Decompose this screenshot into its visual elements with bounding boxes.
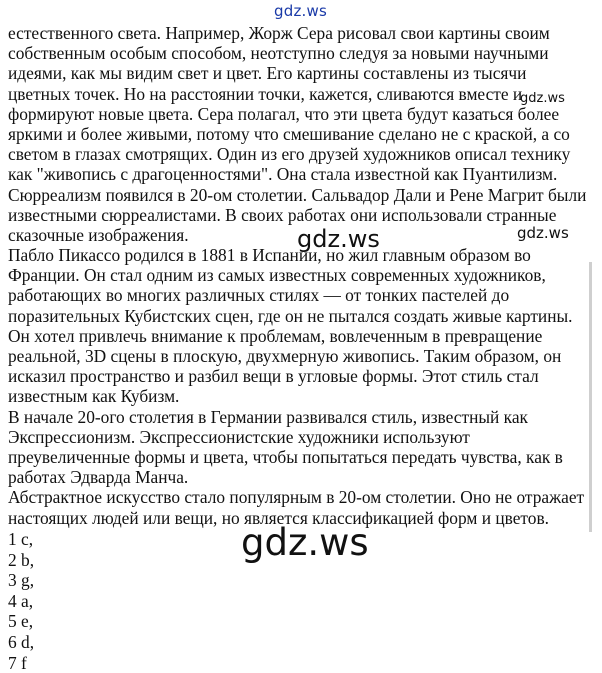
text-line: реальной, 3D сцены в плоскую, двухмерную живопись. Таким образом, он [8, 346, 562, 366]
watermark-right: gdz.ws [517, 224, 569, 242]
answer-item: 7 f [8, 652, 27, 673]
text-line: работах Эдварда Манча. [8, 467, 189, 488]
text-line: Сюрреализм появился в 20-ом столетии. Сальвадор Дали и Рене Магрит были [8, 184, 587, 205]
text-line: В начале 20-ого столетия в Германии развивался стиль, известный как [8, 406, 528, 427]
watermark-middle: gdz.ws [297, 225, 380, 253]
answer-item: 6 d, [8, 631, 35, 652]
text-line: Он хотел привлечь внимание к проблемам, вовлеченным в превращение [8, 325, 543, 346]
text-line: настоящих людей или вещи, но является классификацией форм и цветов. [8, 507, 550, 528]
text-line: собственным особым способом, неотступно следуя за новыми научными [8, 43, 549, 64]
text-line: исказил пространство и разбил вещи в угловые формы. Этот стиль стал [8, 366, 539, 387]
text-line: преувеличенные формы и цвета, чтобы попытаться передать чувства, как в [8, 446, 563, 467]
text-line: Пабло Пикассо родился в 1881 в Испании, но жил главным образом во [8, 245, 531, 266]
text-line: работающих во многих различных стилях — от тонких пастелей до [8, 285, 510, 306]
scrollbar-track [589, 262, 592, 532]
text-line: яркими и более живыми, потому что смешивание сделано не с краской, а со [8, 123, 570, 144]
text-line: формируют новые цвета. Сера полагал, что эти цвета будут казаться более [8, 103, 560, 124]
text-line: Абстрактное искусство стало популярным в 20-ом столетии. Оно не отражает [8, 487, 585, 508]
text-line: как "живопись с драгоценностями". Она стала известной как Пуантилизм. [8, 164, 558, 185]
watermark-inline: gdz.ws [520, 91, 565, 106]
article-text [8, 23, 593, 528]
text-line: известными сюрреалистами. В своих работах они использовали странные [8, 204, 557, 225]
answer-item: 2 b, [8, 549, 35, 570]
text-line: известным как Кубизм. [8, 386, 180, 407]
text-line: идеями, как мы видим свет и цвет. Его картины составлены из тысячи [8, 63, 527, 84]
watermark-top: gdz.ws [274, 2, 327, 20]
answer-item: 5 e, [8, 611, 34, 632]
answer-item: 3 g, [8, 570, 35, 591]
answer-item: 1 c, [8, 529, 34, 549]
text-line: сказочные изображения. [8, 224, 189, 245]
text-line: естественного света. Например, Жорж Сера рисовал свои картины своим [8, 23, 550, 43]
text-line: светом в глазах смотрящих. Один из его друзей художников описал технику [8, 144, 571, 165]
text-line: цветных точек. Но на расстоянии точки, кажется, сливаются вместе и [8, 83, 523, 104]
text-line: поразительных Кубистских сцен, где он не пытался создать живые картины. [8, 305, 573, 326]
answer-item: 4 a, [8, 590, 34, 611]
answer-list [8, 529, 34, 673]
watermark-large: gdz.ws [241, 521, 369, 564]
text-line: Экспрессионизм. Экспрессионистские художники используют [8, 426, 470, 447]
text-line: Франции. Он стал одним из самых известных современных художников, [8, 265, 546, 286]
